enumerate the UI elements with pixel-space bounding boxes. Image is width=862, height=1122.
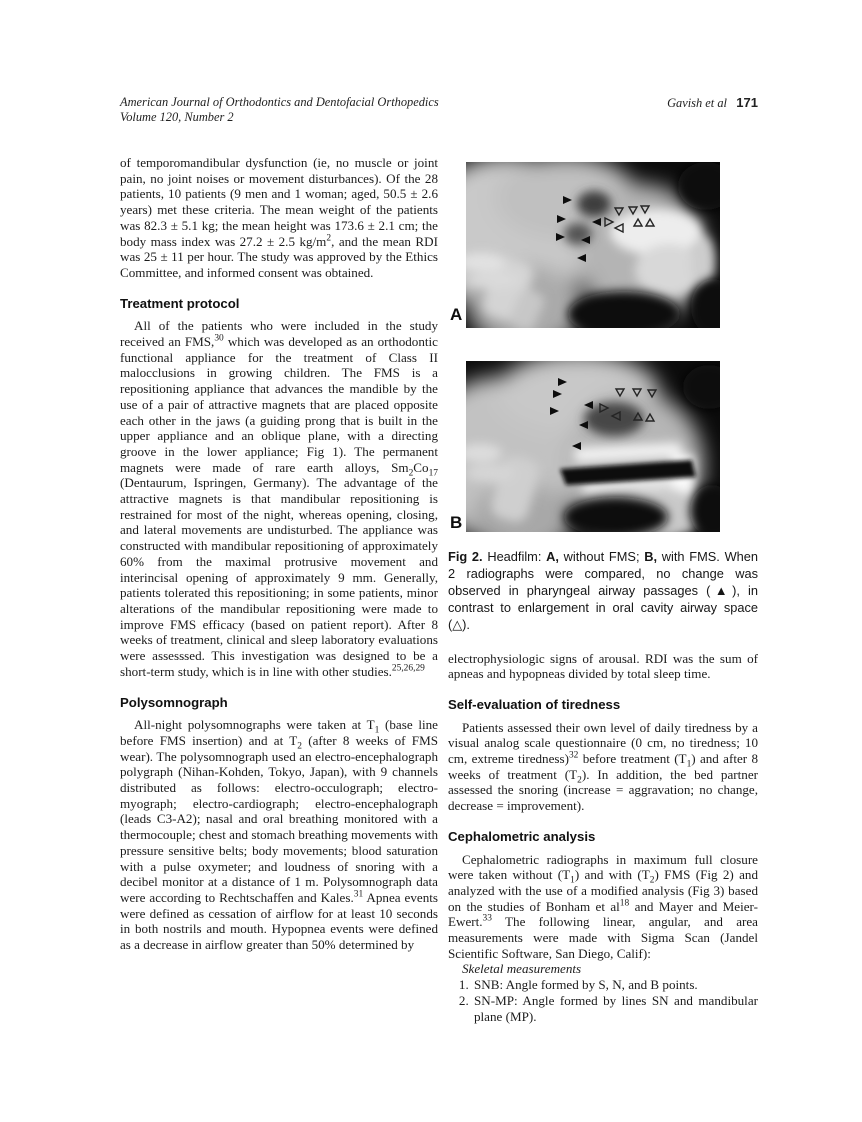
running-header-right — [448, 95, 758, 111]
figure-label-a: A — [450, 305, 463, 324]
cephalometric-heading: Cephalometric analysis — [448, 828, 596, 844]
page-number: 171 — [736, 95, 758, 110]
figure-2 — [448, 155, 758, 549]
authors-name: Gavish et al — [667, 96, 727, 110]
treatment-paragraph: All of the patients who were included in the study received an FMS,$^{30}$ which was developed as an orthodontic functional appliance for the treatment of Class II malocclusions in growing children. The FMS is a repositioning appliance that advances the mandible by the use of a pair of attractive magnets that are placed opposite each other in the jaws (a guiding prong that is built in the upper appliance and an oblique plane, with a directing groove in the lower appliance; Fig 1). The permanent magnets were made of rare earth alloys, $Sm_2Co_{17}$ (Dentaurum, Ispringen, Germany). The advantage of the attractive magnets is that mandibular repositioning is restrained for most of the night, whereas opening, closing, and lateral movements are undisturbed. The appliance was constructed with mandibular repositioning of approximately 60% from the maximal protrusive movement and interincisal opening of approximately 9 mm. Generally, patients tolerated this repositioning; in some patients, minor alterations of the mandibular repositioning were made to improve FMS efficacy (based on patient report). After 8 weeks of treatment, clinical and sleep laboratory evaluations were assesssed. This investigation was designed to be a short-term study, which is in line with other studies.$^{25,26,29}$ — [120, 318, 438, 679]
treatment-protocol-heading: Treatment protocol — [120, 295, 240, 311]
figure-label-b: B — [450, 513, 463, 532]
polysomnograph-heading: Polysomnograph — [120, 694, 228, 710]
right-column — [448, 155, 758, 1024]
figure-2-caption: Fig 2. Headfilm: A, without FMS; B, with FMS. When 2 radiographs were compared, no change was observed in pharyngeal airway passages (▲), in contrast to enlargement in oral cavity airway space (△). — [448, 549, 758, 632]
journal-volume: Volume 120, Number 2 — [120, 110, 234, 124]
intro-paragraph: of temporomandibular dysfunction (ie, no muscle or joint pain, no joint noises or movement disturbances). Of the 28 patients, 10 patients (9 men and 1 woman; aged, 50.5 ± 2.6 years) met these criteria. The mean weight of the patients was 82.3 ± 5.1 kg; the mean height was 173.6 ± 2.1 cm; the body mass index was 27.2 ± 2.5 $kg/m^2$, and the mean RDI was 25 ± 11 per hour. The study was approved by the Ethics Committee, and informed consent was obtained. — [120, 155, 438, 280]
headfilm-a-image — [466, 162, 720, 328]
self-evaluation-heading: Self-evaluation of tiredness — [448, 696, 621, 712]
skeletal-measurements-list — [448, 977, 758, 1024]
left-column — [120, 155, 438, 953]
measurement-item: 1. SNB: Angle formed by S, N, and B points. — [472, 977, 758, 993]
polysomnograph-paragraph: All-night polysomnographs were taken at $T_1$ (base line before FMS insertion) and at $T_2$ (after 8 weeks of FMS wear). The polysomnograph used an electro-encephalograph polygraph (Nihan-Kohden, Tokyo, Japan), with 9 channels distributed as follows: electro-occulograph; electro-myograph; electro-cardiograph; electro-encephalograph (leads C3-A2); nasal and oral breathing monitored with a thermocouple; chest and stomach breathing movements with pressure sensitive belts; body movements; blood saturation with a pulse oxymeter; and loudness of snoring with a decibel monitor at a distance of 1 m. Polysomnograph data were according to Rechtschaffen and Kales.$^{31}$ Apnea events were defined as cessation of airflow for at least 10 seconds in both nostrils and mouth. Hypopnea events were defined as a decrease in airflow greater than 50% determined by — [120, 717, 438, 953]
arousal-paragraph: electrophysiologic signs of arousal. RDI was the sum of apneas and hypopneas divided by total sleep time. — [448, 650, 758, 682]
measurement-item: 2. SN-MP: Angle formed by lines SN and mandibular plane (MP). — [472, 993, 758, 1024]
cephalometric-paragraph: Cephalometric radiographs in maximum full closure were taken without $(T_1)$ and with $(T_2)$ FMS (Fig 2) and analyzed with the use of a modified analysis (Fig 3) based on the studies of Bonham et $al^{18}$ and Mayer and Meier-Ewert.$^{33}$ The following linear, angular, and area measurements were made with Sigma Scan (Jandel Scientific Software, San Diego, Calif): — [448, 851, 758, 961]
headfilm-b-image — [466, 361, 720, 532]
skeletal-measurements-subheading: Skeletal measurements — [462, 961, 582, 977]
journal-title: American Journal of Orthodontics and Dentofacial Orthopedics — [120, 95, 439, 109]
tiredness-paragraph: Patients assessed their own level of daily tiredness by a visual analog scale questionnaire (0 cm, no tiredness; 10 cm, extreme tiredness)$^{32}$ before treatment $(T_1)$ and after 8 weeks of treatment $(T_2)$. In addition, the bed partner assessed the snoring (increase = aggravation; no change, decrease = improvement). — [448, 719, 759, 814]
